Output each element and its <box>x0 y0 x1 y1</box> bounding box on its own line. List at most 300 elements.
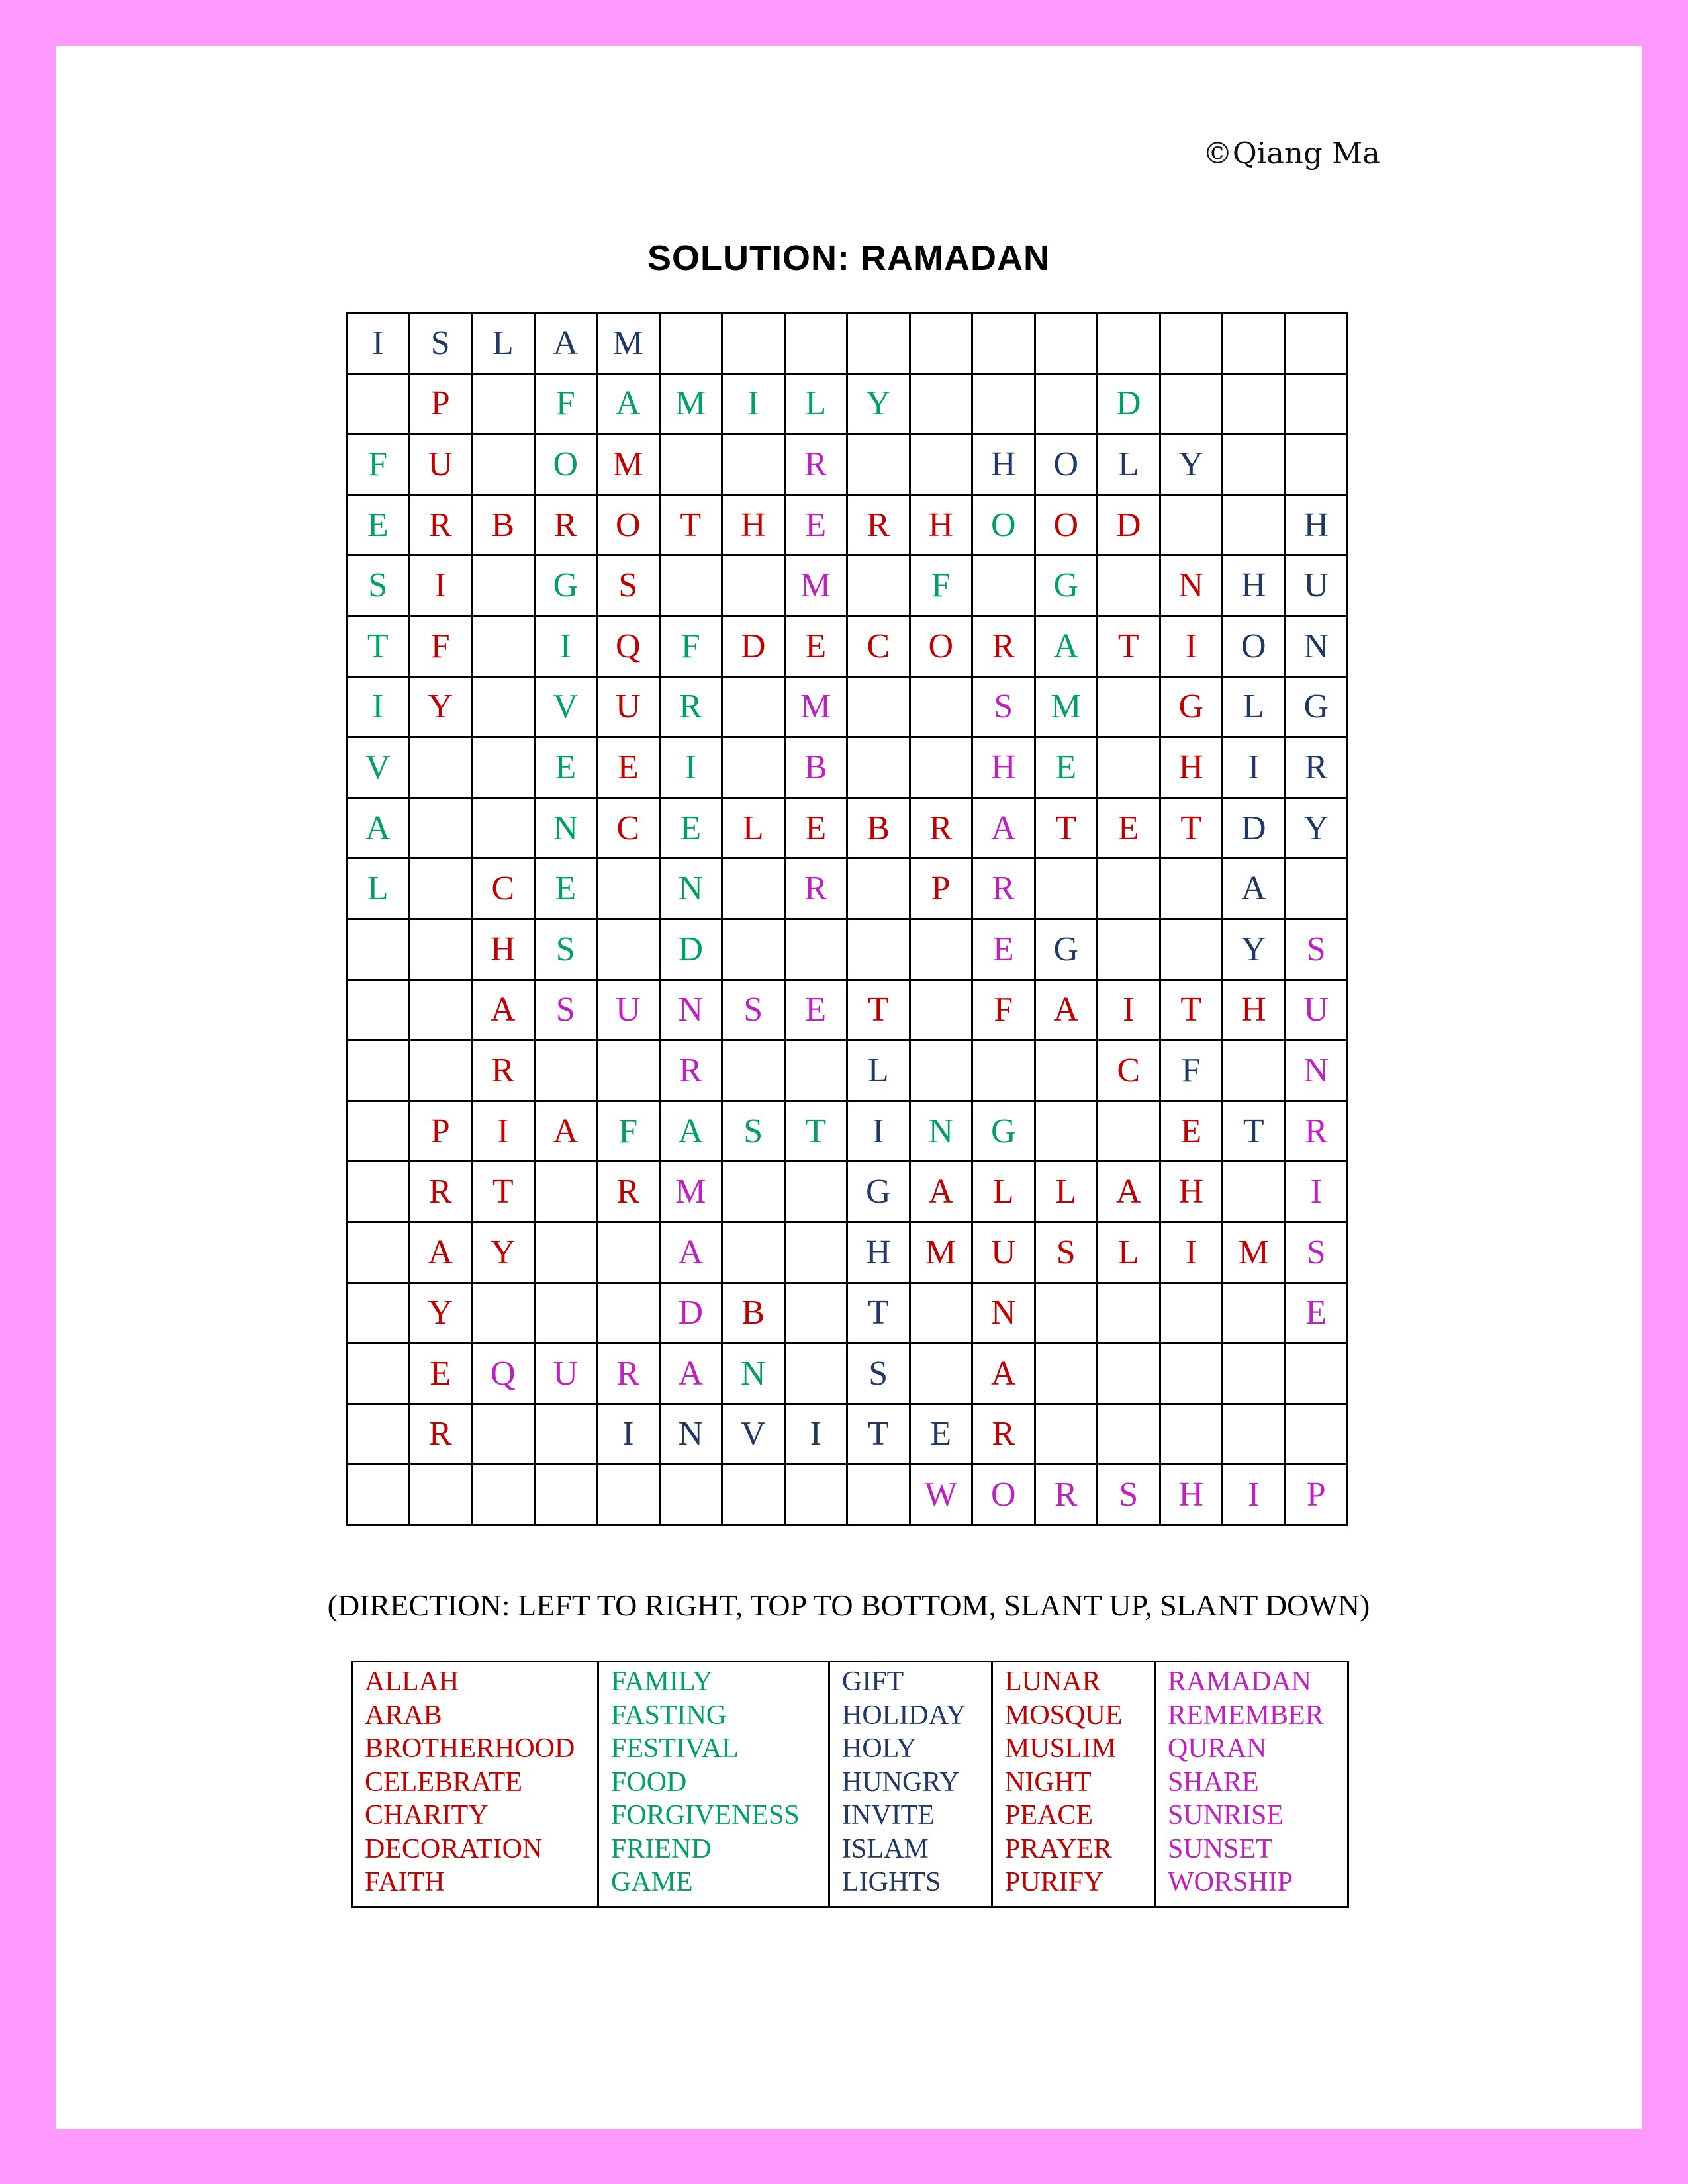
grid-cell: I <box>473 1102 536 1163</box>
grid-cell <box>348 1405 410 1466</box>
grid-cell <box>410 981 473 1042</box>
word-list-item: MOSQUE <box>1005 1700 1123 1731</box>
grid-cell: E <box>348 496 410 557</box>
grid-cell <box>1098 920 1161 981</box>
grid-cell <box>348 1102 410 1163</box>
grid-cell: L <box>348 859 410 920</box>
grid-cell: V <box>723 1405 786 1466</box>
grid-cell: T <box>661 496 724 557</box>
word-list-item: PRAYER <box>1005 1833 1112 1864</box>
grid-cell <box>723 1162 786 1223</box>
word-list-item: INVITE <box>842 1800 935 1831</box>
grid-cell: H <box>848 1223 911 1284</box>
grid-cell: I <box>723 375 786 435</box>
word-list-item: ARAB <box>365 1700 442 1731</box>
grid-cell: N <box>1286 1041 1349 1102</box>
grid-cell: T <box>473 1162 536 1223</box>
grid-cell <box>1223 314 1286 375</box>
grid-cell: V <box>536 678 598 739</box>
grid-cell: R <box>973 859 1036 920</box>
grid-cell <box>1098 859 1161 920</box>
word-list-item: NIGHT <box>1005 1766 1092 1797</box>
grid-cell <box>848 859 911 920</box>
grid-cell: I <box>1161 617 1224 678</box>
grid-cell: A <box>1223 859 1286 920</box>
grid-cell <box>786 1041 849 1102</box>
grid-cell: E <box>598 738 661 799</box>
word-column <box>599 1662 830 1906</box>
grid-cell <box>1161 1344 1224 1405</box>
grid-cell: A <box>661 1223 724 1284</box>
grid-cell: N <box>661 1405 724 1466</box>
word-list-item: DECORATION <box>365 1833 543 1864</box>
grid-cell <box>1098 1344 1161 1405</box>
grid-cell <box>598 859 661 920</box>
word-list-item: QURAN <box>1168 1733 1267 1764</box>
grid-cell <box>786 1284 849 1345</box>
grid-cell <box>848 556 911 617</box>
grid-cell: A <box>661 1102 724 1163</box>
grid-cell <box>348 375 410 435</box>
grid-cell: R <box>410 1405 473 1466</box>
grid-cell: C <box>473 859 536 920</box>
grid-cell: R <box>598 1344 661 1405</box>
grid-cell <box>661 435 724 496</box>
grid-cell <box>536 1041 598 1102</box>
grid-cell: B <box>786 738 849 799</box>
grid-cell: E <box>661 799 724 860</box>
grid-cell <box>473 435 536 496</box>
grid-cell <box>473 799 536 860</box>
grid-cell: N <box>1161 556 1224 617</box>
word-list-item: PURIFY <box>1005 1867 1104 1897</box>
grid-cell: H <box>1161 738 1224 799</box>
grid-cell <box>1036 375 1099 435</box>
grid-cell: N <box>536 799 598 860</box>
grid-cell: W <box>911 1465 974 1526</box>
word-list-item: REMEMBER <box>1168 1700 1324 1731</box>
word-list-item: SHARE <box>1168 1766 1259 1797</box>
grid-cell: I <box>1223 1465 1286 1526</box>
grid-cell: M <box>661 1162 724 1223</box>
grid-cell: I <box>786 1405 849 1466</box>
grid-cell: L <box>1036 1162 1099 1223</box>
grid-cell: L <box>473 314 536 375</box>
grid-cell: L <box>723 799 786 860</box>
word-list-item: GIFT <box>842 1666 904 1697</box>
grid-cell: H <box>1223 556 1286 617</box>
grid-cell <box>1161 496 1224 557</box>
grid-cell: T <box>1036 799 1099 860</box>
grid-cell: T <box>848 1284 911 1345</box>
word-list-item: GAME <box>611 1867 693 1897</box>
grid-cell: G <box>1286 678 1349 739</box>
grid-cell: N <box>661 859 724 920</box>
grid-cell <box>1223 1162 1286 1223</box>
grid-cell: H <box>1286 496 1349 557</box>
grid-cell <box>786 1162 849 1223</box>
copyright-notice: ©Qiang Ma <box>1202 136 1380 171</box>
grid-cell <box>1223 1284 1286 1345</box>
grid-cell: L <box>1223 678 1286 739</box>
grid-cell: Q <box>598 617 661 678</box>
word-search-grid <box>346 312 1348 1526</box>
grid-cell <box>598 920 661 981</box>
grid-cell: R <box>848 496 911 557</box>
grid-cell <box>536 1162 598 1223</box>
grid-cell: Y <box>1286 799 1349 860</box>
grid-cell: D <box>1223 799 1286 860</box>
grid-cell: M <box>661 375 724 435</box>
grid-cell: A <box>536 314 598 375</box>
grid-cell: N <box>723 1344 786 1405</box>
grid-cell: S <box>723 981 786 1042</box>
grid-cell: A <box>973 1344 1036 1405</box>
grid-cell: H <box>973 738 1036 799</box>
grid-cell: E <box>973 920 1036 981</box>
grid-cell: S <box>598 556 661 617</box>
grid-cell <box>1161 920 1224 981</box>
grid-cell <box>911 435 974 496</box>
grid-cell: I <box>410 556 473 617</box>
word-list-item: HOLY <box>842 1733 917 1764</box>
grid-cell: R <box>973 617 1036 678</box>
grid-cell: P <box>1286 1465 1349 1526</box>
grid-cell <box>598 1041 661 1102</box>
grid-cell: F <box>598 1102 661 1163</box>
grid-cell: E <box>786 981 849 1042</box>
grid-cell <box>410 799 473 860</box>
grid-cell <box>473 1405 536 1466</box>
grid-cell <box>661 314 724 375</box>
grid-cell: B <box>723 1284 786 1345</box>
grid-cell: A <box>348 799 410 860</box>
direction-instructions: (DIRECTION: LEFT TO RIGHT, TOP TO BOTTOM, SLANT UP, SLANT DOWN) <box>327 1588 1370 1622</box>
grid-cell <box>1161 375 1224 435</box>
grid-cell: I <box>1223 738 1286 799</box>
grid-cell: R <box>661 1041 724 1102</box>
word-column <box>1156 1662 1347 1906</box>
grid-cell <box>1286 1344 1349 1405</box>
grid-cell <box>1223 1344 1286 1405</box>
grid-cell: S <box>1286 1223 1349 1284</box>
grid-cell <box>1223 435 1286 496</box>
grid-cell: A <box>410 1223 473 1284</box>
grid-cell <box>410 1041 473 1102</box>
word-column <box>353 1662 599 1906</box>
grid-cell: E <box>1098 799 1161 860</box>
grid-cell <box>848 314 911 375</box>
word-list-item: FAMILY <box>611 1666 713 1697</box>
grid-cell: Y <box>1161 435 1224 496</box>
grid-cell <box>723 859 786 920</box>
grid-cell: I <box>536 617 598 678</box>
grid-cell <box>973 314 1036 375</box>
grid-cell: R <box>536 496 598 557</box>
grid-cell <box>536 1405 598 1466</box>
grid-cell: E <box>1286 1284 1349 1345</box>
grid-cell <box>598 1465 661 1526</box>
grid-cell <box>786 314 849 375</box>
word-list-item: FESTIVAL <box>611 1733 739 1764</box>
grid-cell: S <box>723 1102 786 1163</box>
grid-cell: H <box>911 496 974 557</box>
grid-cell: D <box>1098 375 1161 435</box>
grid-cell <box>1161 1405 1224 1466</box>
grid-cell <box>1098 1284 1161 1345</box>
grid-cell: F <box>911 556 974 617</box>
grid-cell <box>1223 496 1286 557</box>
word-list-item: PEACE <box>1005 1800 1094 1831</box>
grid-cell <box>911 1344 974 1405</box>
grid-cell: U <box>598 981 661 1042</box>
grid-cell: F <box>1161 1041 1224 1102</box>
grid-cell <box>1161 314 1224 375</box>
grid-cell: O <box>1036 496 1099 557</box>
grid-cell: N <box>1286 617 1349 678</box>
grid-cell: E <box>1036 738 1099 799</box>
grid-cell <box>348 1162 410 1223</box>
grid-cell: E <box>1161 1102 1224 1163</box>
grid-cell <box>1223 1041 1286 1102</box>
grid-cell <box>661 1465 724 1526</box>
grid-cell: S <box>410 314 473 375</box>
grid-cell: P <box>911 859 974 920</box>
word-list-table <box>351 1661 1349 1908</box>
grid-cell: E <box>536 859 598 920</box>
grid-cell: A <box>1036 617 1099 678</box>
grid-cell <box>410 1465 473 1526</box>
grid-cell <box>723 1223 786 1284</box>
grid-cell <box>536 1223 598 1284</box>
grid-cell: I <box>348 314 410 375</box>
grid-cell: O <box>1036 435 1099 496</box>
grid-cell <box>536 1284 598 1345</box>
grid-cell <box>473 556 536 617</box>
grid-cell <box>911 738 974 799</box>
grid-cell: S <box>1286 920 1349 981</box>
grid-cell <box>911 314 974 375</box>
grid-cell <box>598 1223 661 1284</box>
grid-cell: Y <box>1223 920 1286 981</box>
grid-cell: M <box>598 314 661 375</box>
grid-cell: S <box>536 920 598 981</box>
grid-cell <box>1036 1284 1099 1345</box>
grid-cell: H <box>973 435 1036 496</box>
grid-cell <box>723 435 786 496</box>
grid-cell: A <box>973 799 1036 860</box>
grid-cell: F <box>410 617 473 678</box>
word-list-item: ALLAH <box>365 1666 459 1697</box>
grid-cell: S <box>973 678 1036 739</box>
grid-cell <box>848 920 911 981</box>
grid-cell <box>911 1041 974 1102</box>
grid-cell: R <box>410 496 473 557</box>
grid-cell <box>348 1344 410 1405</box>
grid-cell: A <box>598 375 661 435</box>
grid-cell: Y <box>473 1223 536 1284</box>
grid-cell: R <box>786 435 849 496</box>
grid-cell <box>1098 556 1161 617</box>
grid-cell: G <box>848 1162 911 1223</box>
grid-cell: R <box>1286 1102 1349 1163</box>
grid-cell: R <box>598 1162 661 1223</box>
grid-cell: V <box>348 738 410 799</box>
grid-cell <box>723 1465 786 1526</box>
grid-cell: G <box>1161 678 1224 739</box>
grid-cell <box>1161 859 1224 920</box>
grid-cell: U <box>973 1223 1036 1284</box>
grid-cell: L <box>1098 435 1161 496</box>
grid-cell: R <box>973 1405 1036 1466</box>
grid-cell <box>1098 738 1161 799</box>
grid-cell <box>473 738 536 799</box>
grid-cell <box>598 1284 661 1345</box>
grid-cell: D <box>1098 496 1161 557</box>
grid-cell <box>1036 1344 1099 1405</box>
grid-cell <box>911 678 974 739</box>
grid-cell: N <box>973 1284 1036 1345</box>
grid-cell: C <box>1098 1041 1161 1102</box>
grid-cell: Y <box>410 678 473 739</box>
grid-cell: U <box>1286 556 1349 617</box>
word-list-item: CELEBRATE <box>365 1766 522 1797</box>
grid-cell: U <box>410 435 473 496</box>
grid-cell <box>911 1284 974 1345</box>
grid-cell <box>973 375 1036 435</box>
grid-cell <box>1036 859 1099 920</box>
grid-cell: E <box>410 1344 473 1405</box>
grid-cell: I <box>1161 1223 1224 1284</box>
grid-cell <box>911 981 974 1042</box>
grid-cell <box>848 678 911 739</box>
grid-cell: E <box>911 1405 974 1466</box>
grid-cell: U <box>1286 981 1349 1042</box>
grid-cell <box>1098 1102 1161 1163</box>
word-column <box>830 1662 993 1906</box>
grid-cell: O <box>1223 617 1286 678</box>
grid-cell <box>410 738 473 799</box>
grid-cell <box>1286 1405 1349 1466</box>
grid-cell <box>348 1284 410 1345</box>
grid-cell: B <box>473 496 536 557</box>
grid-cell <box>786 1223 849 1284</box>
grid-cell <box>973 556 1036 617</box>
grid-cell <box>410 859 473 920</box>
word-list-item: LUNAR <box>1005 1666 1101 1697</box>
grid-cell <box>410 920 473 981</box>
word-list-item: SUNSET <box>1168 1833 1273 1864</box>
grid-cell <box>848 435 911 496</box>
grid-cell: C <box>848 617 911 678</box>
grid-cell: U <box>598 678 661 739</box>
grid-cell: N <box>911 1102 974 1163</box>
grid-cell: N <box>661 981 724 1042</box>
grid-cell: S <box>1098 1465 1161 1526</box>
grid-cell: I <box>848 1102 911 1163</box>
grid-cell: P <box>410 1102 473 1163</box>
grid-cell <box>723 920 786 981</box>
grid-cell <box>661 556 724 617</box>
grid-cell: E <box>786 617 849 678</box>
word-list-item: BROTHERHOOD <box>365 1733 575 1764</box>
grid-cell: O <box>973 496 1036 557</box>
word-list-item: MUSLIM <box>1005 1733 1117 1764</box>
grid-cell: H <box>1161 1162 1224 1223</box>
grid-cell: R <box>661 678 724 739</box>
grid-cell <box>1098 678 1161 739</box>
grid-cell: T <box>348 617 410 678</box>
grid-cell: A <box>536 1102 598 1163</box>
grid-cell: T <box>1223 1102 1286 1163</box>
grid-cell <box>848 738 911 799</box>
grid-cell <box>473 617 536 678</box>
grid-cell <box>348 1223 410 1284</box>
grid-cell <box>473 375 536 435</box>
grid-cell <box>1098 1405 1161 1466</box>
grid-cell <box>1036 1405 1099 1466</box>
grid-cell: L <box>786 375 849 435</box>
grid-cell: G <box>973 1102 1036 1163</box>
grid-cell: O <box>911 617 974 678</box>
grid-cell: A <box>1036 981 1099 1042</box>
grid-cell: H <box>1223 981 1286 1042</box>
grid-cell <box>911 375 974 435</box>
grid-cell: O <box>536 435 598 496</box>
grid-cell: D <box>723 617 786 678</box>
grid-cell: R <box>410 1162 473 1223</box>
grid-cell <box>786 1465 849 1526</box>
grid-cell <box>348 1465 410 1526</box>
grid-cell: M <box>786 556 849 617</box>
grid-cell: S <box>348 556 410 617</box>
grid-cell: A <box>661 1344 724 1405</box>
grid-cell: M <box>911 1223 974 1284</box>
grid-cell: E <box>786 799 849 860</box>
grid-cell: U <box>536 1344 598 1405</box>
grid-cell <box>723 1041 786 1102</box>
grid-cell <box>911 920 974 981</box>
grid-cell <box>1036 1041 1099 1102</box>
word-list-item: HOLIDAY <box>842 1700 966 1731</box>
word-list-item: FORGIVENESS <box>611 1800 800 1831</box>
grid-cell <box>1098 314 1161 375</box>
page-title: SOLUTION: RAMADAN <box>647 238 1050 278</box>
grid-cell: E <box>536 738 598 799</box>
grid-cell <box>723 738 786 799</box>
worksheet-page <box>56 46 1642 2129</box>
grid-cell: I <box>598 1405 661 1466</box>
grid-cell: T <box>1161 981 1224 1042</box>
word-list-item: FASTING <box>611 1700 727 1731</box>
grid-cell <box>848 1465 911 1526</box>
word-list-item: RAMADAN <box>1168 1666 1312 1697</box>
grid-cell: C <box>598 799 661 860</box>
grid-cell: G <box>536 556 598 617</box>
grid-cell: R <box>1286 738 1349 799</box>
word-list-item: LIGHTS <box>842 1867 941 1897</box>
word-list-item: SUNRISE <box>1168 1800 1284 1831</box>
grid-cell <box>473 1284 536 1345</box>
grid-cell <box>1036 1102 1099 1163</box>
grid-cell <box>786 1344 849 1405</box>
grid-cell: Q <box>473 1344 536 1405</box>
word-list-item: HUNGRY <box>842 1766 960 1797</box>
grid-cell: R <box>911 799 974 860</box>
grid-cell <box>723 314 786 375</box>
grid-cell: A <box>473 981 536 1042</box>
grid-cell: S <box>536 981 598 1042</box>
